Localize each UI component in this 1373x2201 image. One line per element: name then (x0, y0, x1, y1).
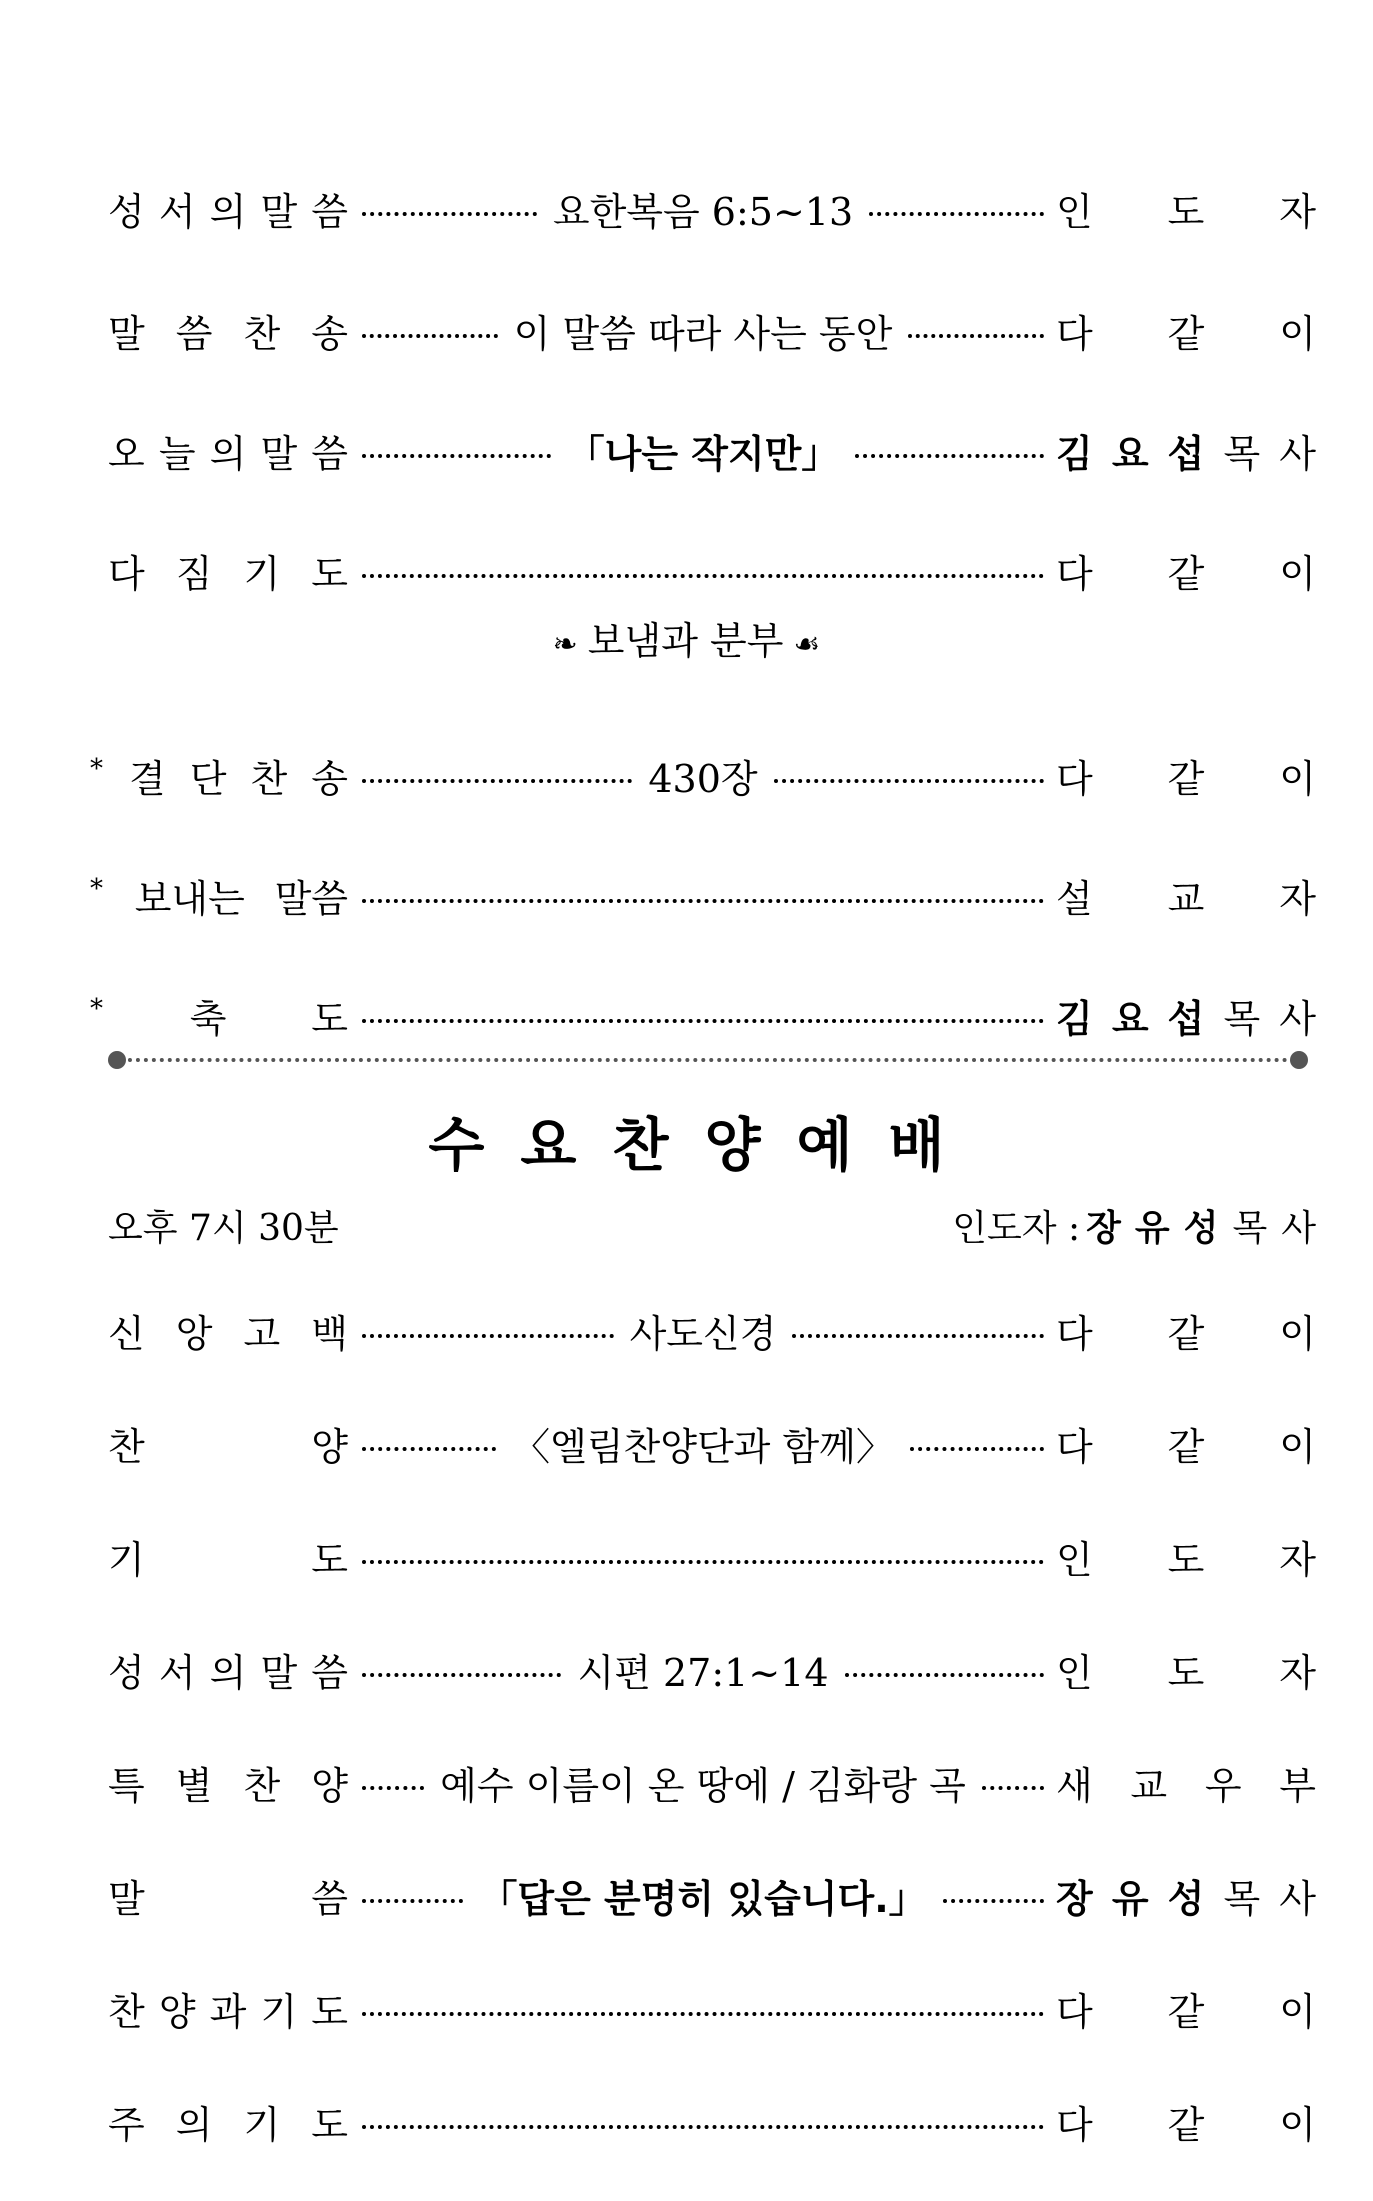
item-label-char: 의 (209, 1650, 247, 1695)
item-performer-char: 목 (1223, 1876, 1261, 1921)
item-label-char: 찬 (108, 1424, 145, 1469)
item-performer-char: 같 (1167, 311, 1205, 356)
item-performer-char: 같 (1167, 2102, 1205, 2147)
item-performer-char: 다 (1056, 1311, 1093, 1356)
dotted-leader (792, 1334, 1044, 1338)
item-label-char: 짐 (175, 551, 213, 596)
item-performer (1056, 868, 1316, 923)
standing-asterisk-icon: * (90, 873, 103, 904)
item-label-char: 도 (311, 1537, 348, 1582)
dotted-leader (362, 2012, 1044, 2016)
item-performer-char: 이 (1279, 1989, 1316, 2034)
item-label-char: 늘 (158, 431, 196, 476)
item-performer-char: 다 (1056, 756, 1093, 801)
dotted-leader (362, 1447, 496, 1451)
item-performer (1056, 1642, 1316, 1697)
item-performer-char: 인 (1056, 1537, 1093, 1582)
item-label-char: 주 (108, 2102, 145, 2147)
leader-name (1086, 1200, 1316, 1251)
dotted-leader (362, 212, 537, 216)
dotted-leader (910, 1447, 1044, 1451)
item-performer-char: 다 (1056, 311, 1093, 356)
item-detail: 요한복음 6:5~13 (552, 189, 854, 234)
item-label-char: 도 (311, 996, 348, 1041)
dotted-leader (982, 1786, 1044, 1790)
item-performer (1056, 1416, 1316, 1471)
item-label (108, 1416, 348, 1471)
item-performer-char: 목 (1223, 996, 1261, 1041)
dotted-leader (362, 1786, 424, 1790)
item-performer (1056, 748, 1316, 803)
leader-name-char: 장 (1086, 1207, 1121, 1249)
item-label (90, 868, 348, 923)
item-performer (1056, 303, 1316, 358)
item-leader-dots (362, 181, 1044, 236)
item-label (108, 543, 348, 598)
item-label-char: 말 (260, 1650, 298, 1695)
leader-name-char: 유 (1134, 1207, 1170, 1249)
item-label-char: 찬 (250, 756, 288, 801)
service-title: 수요찬양예배 (428, 1111, 981, 1179)
item-label-char: 씀 (311, 1876, 348, 1921)
ornament-left-icon: ❧ (552, 627, 578, 662)
item-label-char: 신 (108, 1311, 145, 1356)
item-label-char: 의 (209, 431, 247, 476)
item-performer-char: 사 (1279, 431, 1316, 476)
dotted-leader (362, 574, 1044, 578)
dotted-leader (362, 2125, 1044, 2129)
item-detail: 사도신경 (629, 1311, 777, 1356)
item-label (108, 1755, 348, 1810)
item-performer-char: 도 (1167, 189, 1205, 234)
item-performer-char: 인 (1056, 1650, 1093, 1695)
item-label-char: 단 (189, 756, 227, 801)
item-performer-char: 자 (1279, 876, 1316, 921)
item-label-char: 보내는 (134, 876, 245, 921)
service-row (108, 1526, 1316, 1586)
item-performer-char: 우 (1204, 1763, 1242, 1808)
item-performer-char: 사 (1279, 1876, 1316, 1921)
leader-name-char: 목 (1232, 1207, 1268, 1249)
item-label-char: 백 (311, 1311, 348, 1356)
item-label-char: 서 (158, 189, 196, 234)
item-performer-char: 같 (1167, 551, 1205, 596)
item-performer-char: 섭 (1167, 996, 1205, 1041)
item-detail: 시편 27:1~14 (577, 1650, 829, 1695)
dotted-leader (774, 779, 1044, 783)
item-label (108, 2094, 348, 2149)
dotted-leader (362, 1019, 1044, 1023)
item-performer-char: 인 (1056, 189, 1093, 234)
service-time: 오후 7시 30분 (108, 1207, 339, 1249)
item-label-char: 축 (189, 996, 227, 1041)
item-performer-char: 요 (1111, 996, 1149, 1041)
item-label-char: 성 (108, 189, 145, 234)
item-performer-char: 같 (1167, 756, 1205, 801)
item-detail: 이 말씀 따라 사는 동안 (513, 311, 893, 356)
item-label-char: 오 (108, 431, 145, 476)
item-detail: 예수 이름이 온 땅에 / 김화랑 곡 (440, 1763, 966, 1808)
section-heading-text: 보냄과 분부 (587, 619, 784, 663)
item-label (90, 748, 348, 803)
leader-label: 인도자 : (952, 1207, 1081, 1249)
service-row (108, 1639, 1316, 1699)
item-detail: 「답은 분명히 있습니다.」 (479, 1876, 927, 1921)
item-performer-char: 요 (1111, 431, 1149, 476)
item-label (108, 1529, 348, 1584)
item-label (108, 181, 348, 236)
item-performer-char: 교 (1130, 1763, 1168, 1808)
item-label-char: 도 (311, 551, 348, 596)
standing-asterisk-icon: * (90, 753, 103, 784)
item-label-char: 씀 (311, 431, 348, 476)
item-label-char: 결 (129, 756, 166, 801)
item-label-char: 의 (175, 2102, 213, 2147)
item-performer (1056, 2094, 1316, 2149)
item-performer-char: 다 (1056, 1989, 1093, 2034)
section-divider (108, 1050, 1308, 1070)
dotted-leader (362, 1560, 1044, 1564)
item-label (108, 303, 348, 358)
dotted-leader (362, 1673, 561, 1677)
service-row (108, 540, 1316, 600)
item-label-char: 기 (243, 551, 281, 596)
item-performer-char: 자 (1279, 189, 1316, 234)
item-label (108, 1642, 348, 1697)
item-label (90, 988, 348, 1043)
ornament-right-icon: ☙ (793, 627, 821, 662)
item-performer-char: 자 (1279, 1537, 1316, 1582)
item-performer-char: 새 (1056, 1763, 1093, 1808)
item-label-char: 서 (158, 1650, 196, 1695)
item-leader-dots (362, 1303, 1044, 1358)
item-label-char: 양 (311, 1424, 348, 1469)
item-performer (1056, 1303, 1316, 1358)
item-label-char: 말 (108, 311, 145, 356)
item-label-char: 다 (108, 551, 145, 596)
item-label-char: 별 (175, 1763, 213, 1808)
item-performer-char: 같 (1167, 1989, 1205, 2034)
item-performer-char: 이 (1279, 1424, 1316, 1469)
item-label-char: 양 (158, 1989, 196, 2034)
service-row (108, 1752, 1316, 1812)
item-performer (1056, 1529, 1316, 1584)
item-leader-dots (362, 1416, 1044, 1471)
item-performer-char: 이 (1279, 1311, 1316, 1356)
item-label-char: 말 (260, 189, 298, 234)
item-label-char: 기 (108, 1537, 145, 1582)
item-performer-char: 장 (1056, 1876, 1093, 1921)
service-row (90, 745, 1316, 805)
dotted-leader (869, 212, 1044, 216)
item-leader-dots (362, 303, 1044, 358)
item-performer-char: 다 (1056, 2102, 1093, 2147)
service-row (108, 1413, 1316, 1473)
dotted-leader (362, 779, 632, 783)
item-performer-char: 사 (1279, 996, 1316, 1041)
item-performer-char: 다 (1056, 551, 1093, 596)
service-row (108, 1978, 1316, 2038)
item-detail: 430장 (648, 756, 758, 801)
item-performer-char: 이 (1279, 756, 1316, 801)
item-label (108, 423, 348, 478)
item-performer-char: 같 (1167, 1424, 1205, 1469)
service-time-line (108, 1195, 1316, 1255)
item-leader-dots (362, 1642, 1044, 1697)
item-label-char: 찬 (243, 1763, 281, 1808)
item-performer-char: 도 (1167, 1537, 1205, 1582)
service-row (108, 1865, 1316, 1925)
leader-info (952, 1200, 1316, 1251)
item-performer-char: 같 (1167, 1311, 1205, 1356)
item-detail: 〈엘림찬양단과 함께〉 (512, 1424, 894, 1469)
item-performer (1056, 1868, 1316, 1923)
item-label-char: 과 (209, 1989, 247, 2034)
item-performer-char: 자 (1279, 1650, 1316, 1695)
item-leader-dots (362, 423, 1044, 478)
item-performer (1056, 423, 1316, 478)
item-label (108, 1303, 348, 1358)
dotted-leader (362, 334, 498, 338)
item-label-char: 씀 (311, 189, 348, 234)
item-label-char: 송 (311, 756, 348, 801)
item-performer-char: 이 (1279, 551, 1316, 596)
item-label-char: 양 (311, 1763, 348, 1808)
dotted-leader (362, 1899, 463, 1903)
item-label-char: 말 (108, 1876, 145, 1921)
item-performer-char: 부 (1279, 1763, 1316, 1808)
item-label-char: 앙 (175, 1311, 213, 1356)
item-performer-char: 다 (1056, 1424, 1093, 1469)
item-label (108, 1981, 348, 2036)
leader-name-char: 성 (1183, 1207, 1219, 1249)
item-leader-dots (362, 1868, 1044, 1923)
item-performer (1056, 543, 1316, 598)
service-row (108, 420, 1316, 480)
item-performer-char: 이 (1279, 2102, 1316, 2147)
service-row (108, 300, 1316, 360)
item-label-char: 성 (108, 1650, 145, 1695)
item-performer-char: 성 (1167, 1876, 1205, 1921)
item-performer-char: 목 (1223, 431, 1261, 476)
item-performer (1056, 1981, 1316, 2036)
dotted-leader (362, 454, 551, 458)
item-label-char: 송 (311, 311, 348, 356)
item-leader-dots (362, 748, 1044, 803)
item-performer-char: 교 (1167, 876, 1205, 921)
item-label-char: 고 (243, 1311, 281, 1356)
item-label-char: 말씀 (274, 876, 348, 921)
item-performer-char: 김 (1056, 996, 1093, 1041)
dotted-leader (362, 899, 1044, 903)
item-label-char: 찬 (108, 1989, 145, 2034)
service-row (90, 985, 1316, 1045)
item-label-char: 기 (260, 1989, 298, 2034)
section-heading-sending (0, 610, 1373, 665)
service-row (90, 865, 1316, 925)
item-performer-char: 김 (1056, 431, 1093, 476)
dotted-leader (943, 1899, 1044, 1903)
item-performer-char: 유 (1111, 1876, 1149, 1921)
item-label (108, 1868, 348, 1923)
item-performer (1056, 988, 1316, 1043)
dotted-leader (845, 1673, 1044, 1677)
item-performer-char: 도 (1167, 1650, 1205, 1695)
item-performer (1056, 1755, 1316, 1810)
item-label-char: 말 (260, 431, 298, 476)
dotted-leader (362, 1334, 614, 1338)
item-label-char: 도 (311, 1989, 348, 2034)
item-performer-char: 이 (1279, 311, 1316, 356)
dotted-leader (908, 334, 1044, 338)
item-performer-char: 설 (1056, 876, 1093, 921)
item-label-char: 찬 (243, 311, 281, 356)
service-row (108, 1300, 1316, 1360)
item-leader-dots (362, 1755, 1044, 1810)
item-label-char: 의 (209, 189, 247, 234)
item-performer-char: 섭 (1167, 431, 1205, 476)
service-row (108, 178, 1316, 238)
item-label-char: 씀 (175, 311, 213, 356)
item-performer (1056, 181, 1316, 236)
item-label-char: 기 (243, 2102, 281, 2147)
dotted-leader (855, 454, 1044, 458)
item-label-char: 특 (108, 1763, 145, 1808)
item-detail: 「나는 작지만」 (566, 431, 840, 476)
item-label-char: 씀 (311, 1650, 348, 1695)
standing-asterisk-icon: * (90, 993, 103, 1024)
item-label-char: 도 (311, 2102, 348, 2147)
service-row (108, 2091, 1316, 2151)
leader-name-char: 사 (1281, 1207, 1316, 1249)
